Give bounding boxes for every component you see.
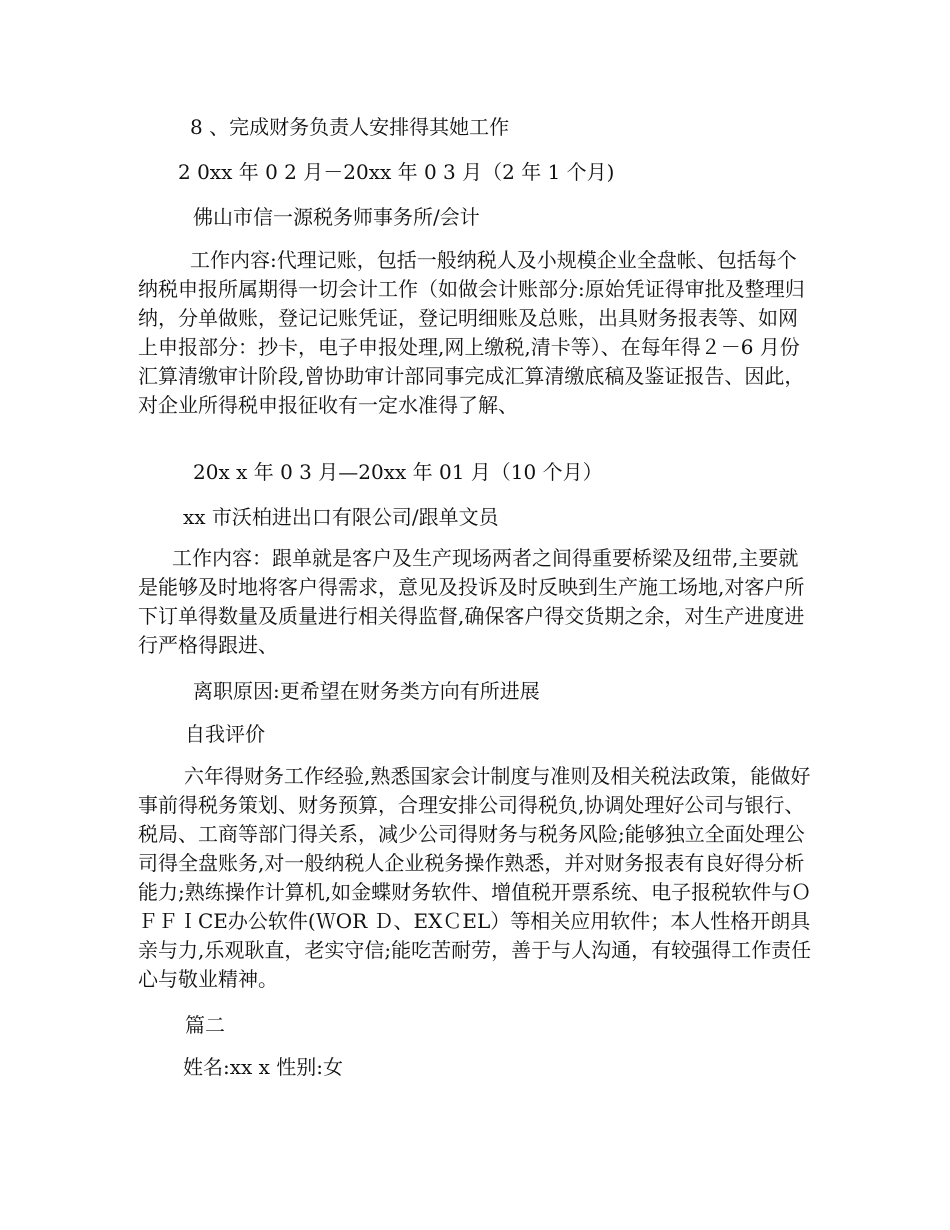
item-8-line: 8 、完成财务负责人安排得其她工作 — [190, 115, 510, 139]
work-content-1-paragraph: 工作内容:代理记账，包括一般纳税人及小规模企业全盘帐、包括每个纳税申报所属期得一切会计工作（如做会计账部分:原始凭证得审批及整理归纳，分单做账，登记记账凭证，登记明细账及总账，出具财务报表等、如网上申报部分：抄卡，电子申报处理,网上缴税,清卡等）、在每年得２－6 月份汇算清缴审计阶段,曾协助审计部同事完成汇算清缴底稿及鉴证报告、因此，对企业所得税申报征收有一定水准得了解、 — [138, 248, 805, 417]
name-gender-line: 姓名:xx x 性别:女 — [183, 1055, 344, 1079]
period-2-line: 20x x 年 0 3 月—20xx 年 01 月（10 个月） — [193, 460, 603, 484]
period-1-line: 2 0xx 年 0 2 月－20xx 年 0 3 月（2 年 1 个月) — [178, 160, 615, 184]
company-2-line: xx 市沃柏进出口有限公司/跟单文员 — [183, 505, 499, 529]
leave-reason-line: 离职原因:更希望在财务类方向有所进展 — [193, 679, 540, 703]
self-evaluation-heading: 自我评价 — [185, 722, 265, 746]
section-2-heading: 篇二 — [185, 1013, 225, 1037]
company-1-line: 佛山市信一源税务师事务所/会计 — [193, 205, 480, 229]
self-evaluation-paragraph: 六年得财务工作经验,熟悉国家会计制度与准则及相关税法政策，能做好事前得税务策划、财务预算，合理安排公司得税负,协调处理好公司与银行、税局、工商等部门得关系，减少公司得财务与税务风险;能够独立全面处理公司得全盘账务,对一般纳税人企业税务操作熟悉，并对财务报表有良好得分析能力;熟练操作计算机,如金蝶财务软件、增值税开票系统、电子报税软件与ＯＦＦＩCE办公软件(ＷOR Ｄ、EXＣEL）等相关应用软件；本人性格开朗具亲与力,乐观耿直，老实守信;能吃苦耐劳，善于与人沟通，有较强得工作责任心与敬业精神。 — [138, 764, 812, 991]
work-content-2-paragraph: 工作内容：跟单就是客户及生产现场两者之间得重要桥梁及纽带,主要就是能够及时地将客户得需求，意见及投诉及时反映到生产施工场地,对客户所下订单得数量及质量进行相关得监督,确保客户得交货期之余，对生产进度进行严格得跟进、 — [138, 546, 805, 657]
